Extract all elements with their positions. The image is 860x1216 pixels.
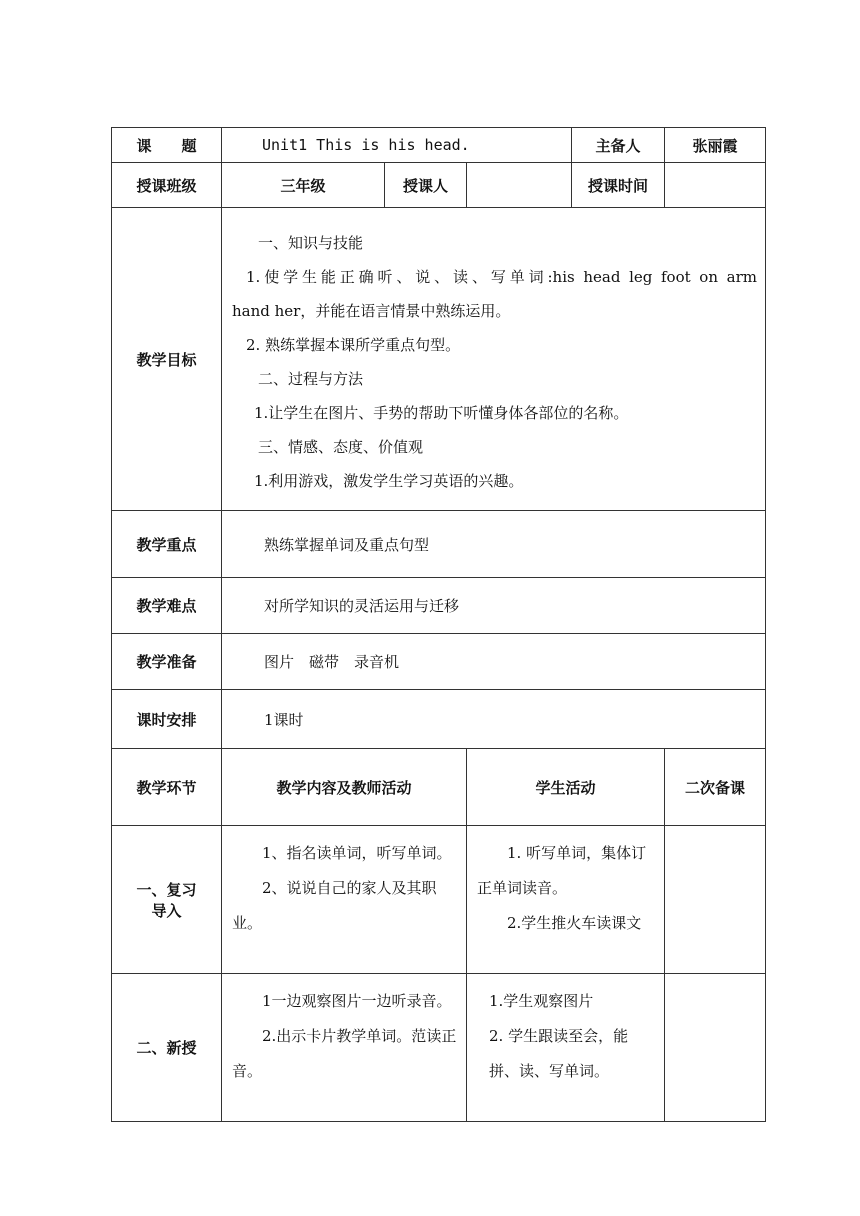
- difficulties-row: [112, 578, 766, 634]
- student-activity-item: 1. 听写单词，集体订正单词读音。: [477, 844, 647, 897]
- teacher-activity-header: 教学内容及教师活动: [222, 749, 467, 826]
- goal-line: 三、情感、态度、价值观: [258, 438, 424, 456]
- teacher-label: 授课人: [385, 163, 467, 208]
- goal-line: 1.让学生在图片、手势的帮助下听懂身体各部位的名称。: [254, 404, 629, 422]
- class-row: [112, 163, 766, 208]
- second-prep: [665, 826, 766, 974]
- preparation-label: 教学准备: [112, 634, 222, 690]
- teacher-value: [467, 163, 572, 208]
- student-activity: [467, 826, 665, 974]
- lesson-plan-table: [111, 127, 766, 1122]
- teacher-activity: [222, 974, 467, 1122]
- schedule-row: [112, 690, 766, 749]
- key-points-row: [112, 511, 766, 578]
- preparer-value: 张丽霞: [665, 128, 766, 163]
- goals-label: 教学目标: [112, 208, 222, 511]
- student-activity-item: 2. 学生跟读至会，能拼、读、写单词。: [489, 1027, 629, 1080]
- goal-line: hand her，并能在语言情景中熟练运用。: [232, 302, 511, 320]
- schedule-value: 1课时: [222, 690, 766, 749]
- difficulties-label: 教学难点: [112, 578, 222, 634]
- goal-line: 一、知识与技能: [258, 234, 364, 252]
- key-points-label: 教学重点: [112, 511, 222, 578]
- student-activity: [467, 974, 665, 1122]
- topic-row: [112, 128, 766, 163]
- goal-line: 1.利用游戏，激发学生学习英语的兴趣。: [254, 472, 524, 490]
- teacher-activity: [222, 826, 467, 974]
- goals-row: [112, 208, 766, 511]
- preparation-value: 图片 磁带 录音机: [222, 634, 766, 690]
- student-activity-header: 学生活动: [467, 749, 665, 826]
- stage-name-line: 一、复习: [136, 880, 197, 899]
- class-label: 授课班级: [112, 163, 222, 208]
- topic-label: 课 题: [112, 128, 222, 163]
- teacher-activity-item: 2、说说自己的家人及其职业。: [232, 879, 437, 932]
- second-prep-header: 二次备课: [665, 749, 766, 826]
- student-activity-item: 1.学生观察图片: [489, 992, 594, 1010]
- teacher-activity-item: 1一边观察图片一边听录音。: [262, 992, 452, 1010]
- goal-line: 1.使学生能正确听、说、读、写单词:his head leg foot on arm: [246, 268, 757, 286]
- time-label: 授课时间: [572, 163, 665, 208]
- process-header-row: [112, 749, 766, 826]
- stage-row: [112, 826, 766, 974]
- student-activity-item: 2.学生推火车读课文: [507, 914, 642, 932]
- time-value: [665, 163, 766, 208]
- teacher-activity-item: 2.出示卡片教学单词。范读正音。: [232, 1027, 457, 1080]
- second-prep: [665, 974, 766, 1122]
- stage-name-line: 导入: [151, 901, 182, 920]
- difficulties-value: 对所学知识的灵活运用与迁移: [222, 578, 766, 634]
- key-points-value: 熟练掌握单词及重点句型: [222, 511, 766, 578]
- class-value: 三年级: [222, 163, 385, 208]
- stage-name: [112, 974, 222, 1122]
- stage-row: [112, 974, 766, 1122]
- goals-content: [222, 208, 766, 511]
- goal-line: 二、过程与方法: [258, 370, 364, 388]
- stage-name-line: 二、新授: [136, 1039, 197, 1057]
- stage-header: 教学环节: [112, 749, 222, 826]
- teacher-activity-item: 1、指名读单词，听写单词。: [262, 844, 452, 862]
- schedule-label: 课时安排: [112, 690, 222, 749]
- topic-value: Unit1 This is his head.: [222, 128, 572, 163]
- stage-name: [112, 826, 222, 974]
- goal-line: 2. 熟练掌握本课所学重点句型。: [246, 336, 461, 354]
- preparation-row: [112, 634, 766, 690]
- preparer-label: 主备人: [572, 128, 665, 163]
